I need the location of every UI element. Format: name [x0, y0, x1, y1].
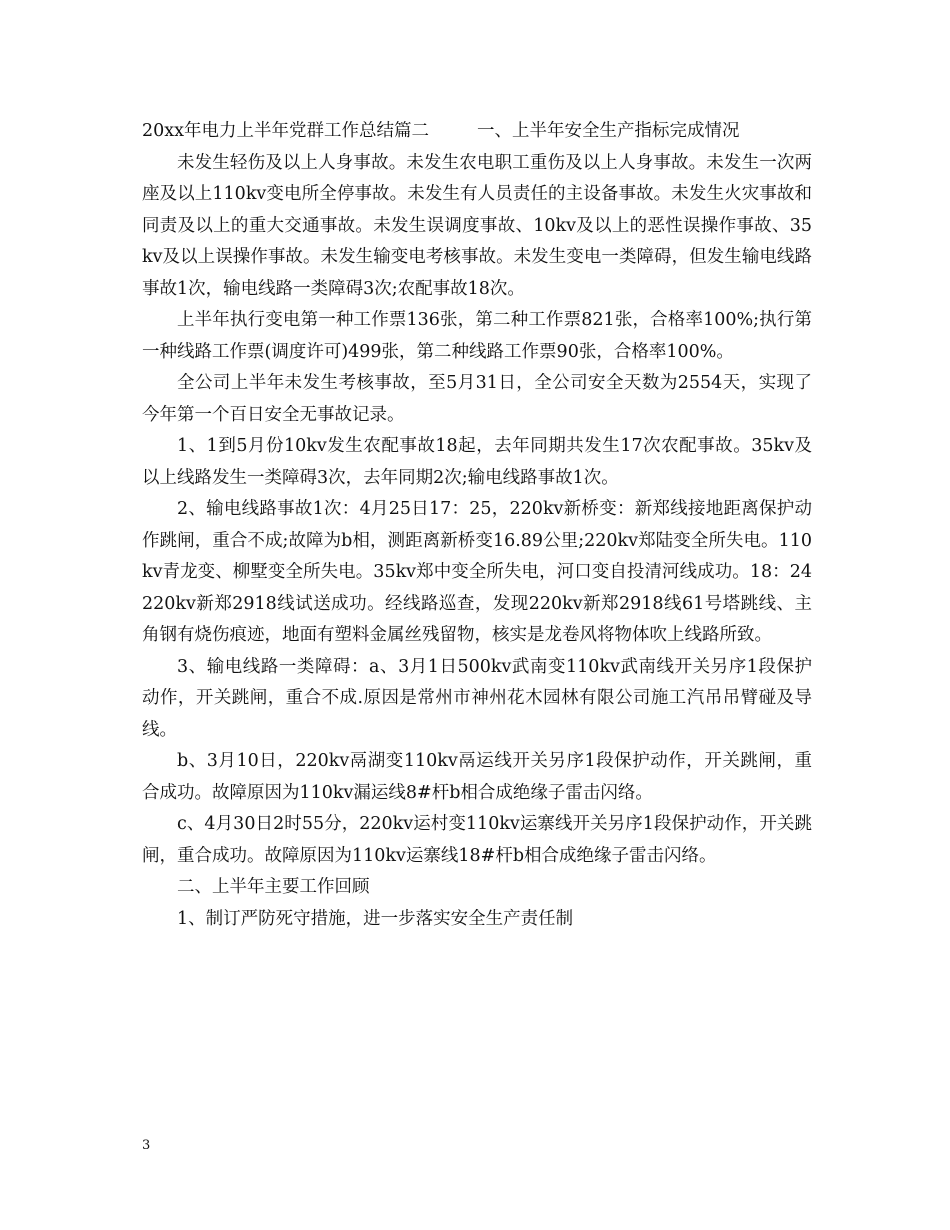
paragraph-safety-days: 全公司上半年未发生考核事故，至5月31日，全公司安全天数为2554天，实现了今年第一个百日安全无事故记录。 [142, 373, 812, 425]
page-number: 3 [142, 1138, 151, 1153]
subsection-heading-1: 1、制订严防死守措施，进一步落实安全生产责任制 [177, 908, 574, 929]
paragraph-accident-summary: 未发生轻伤及以上人身事故。未发生农电职工重伤及以上人身事故。未发生一次两座及以上110kv变电所全停事故。未发生有人员责任的主设备事故。未发生火灾事故和同责及以上的重大交通事故。未发生误调度事故、10kv及以上的恶性误操作事故、35kv及以上误操作事故。未发生输变电考核事故。未发生变电一类障碍，但发生输电线路事故1次，输电线路一类障碍3次;农配事故18次。 [142, 152, 812, 299]
paragraph-item-2: 2、输电线路事故1次：4月25日17：25，220kv新桥变：新郑线接地距离保护动作跳闸，重合不成;故障为b相，测距离新桥变16.89公里;220kv郑陆变全所失电。110kv青龙变、柳墅变全所失电。35kv郑中变全所失电，河口变自投清河线成功。18：24220kv新郑2918线试送成功。经线路巡查，发现220kv新郑2918线61号塔跳线、主角钢有烧伤痕迹，地面有塑料金属丝残留物，核实是龙卷风将物体吹上线路所致。 [142, 499, 812, 645]
document-body [142, 116, 812, 935]
document-title-line [142, 116, 812, 148]
paragraph-item-3a: 3、输电线路一类障碍：a、3月1日500kv武南变110kv武南线开关另序1段保护动作，开关跳闸，重合不成.原因是常州市神州花木园林有限公司施工汽吊吊臂碰及导线。 [142, 656, 812, 740]
paragraph-item-1: 1、1到5月份10kv发生农配事故18起，去年同期共发生17次农配事故。35kv及以上线路发生一类障碍3次，去年同期2次;输电线路事故1次。 [142, 436, 812, 488]
paragraph-work-tickets: 上半年执行变电第一种工作票136张，第二种工作票821张，合格率100%;执行第一种线路工作票(调度许可)499张，第二种线路工作票90张，合格率100%。 [142, 310, 812, 362]
paragraph-item-3b: b、3月10日，220kv鬲湖变110kv鬲运线开关另序1段保护动作，开关跳闸，重合成功。故障原因为110kv漏运线8#杆b相合成绝缘子雷击闪络。 [142, 751, 812, 803]
section-heading-1: 一、上半年安全生产指标完成情况 [477, 121, 740, 141]
paragraph-item-3c: c、4月30日2时55分，220kv运村变110kv运寨线开关另序1段保护动作，开关跳闸，重合成功。故障原因为110kv运寨线18#杆b相合成绝缘子雷击闪络。 [142, 814, 812, 866]
document-title: 20xx年电力上半年党群工作总结篇二 [142, 121, 430, 141]
section-heading-2: 二、上半年主要工作回顾 [177, 877, 370, 897]
